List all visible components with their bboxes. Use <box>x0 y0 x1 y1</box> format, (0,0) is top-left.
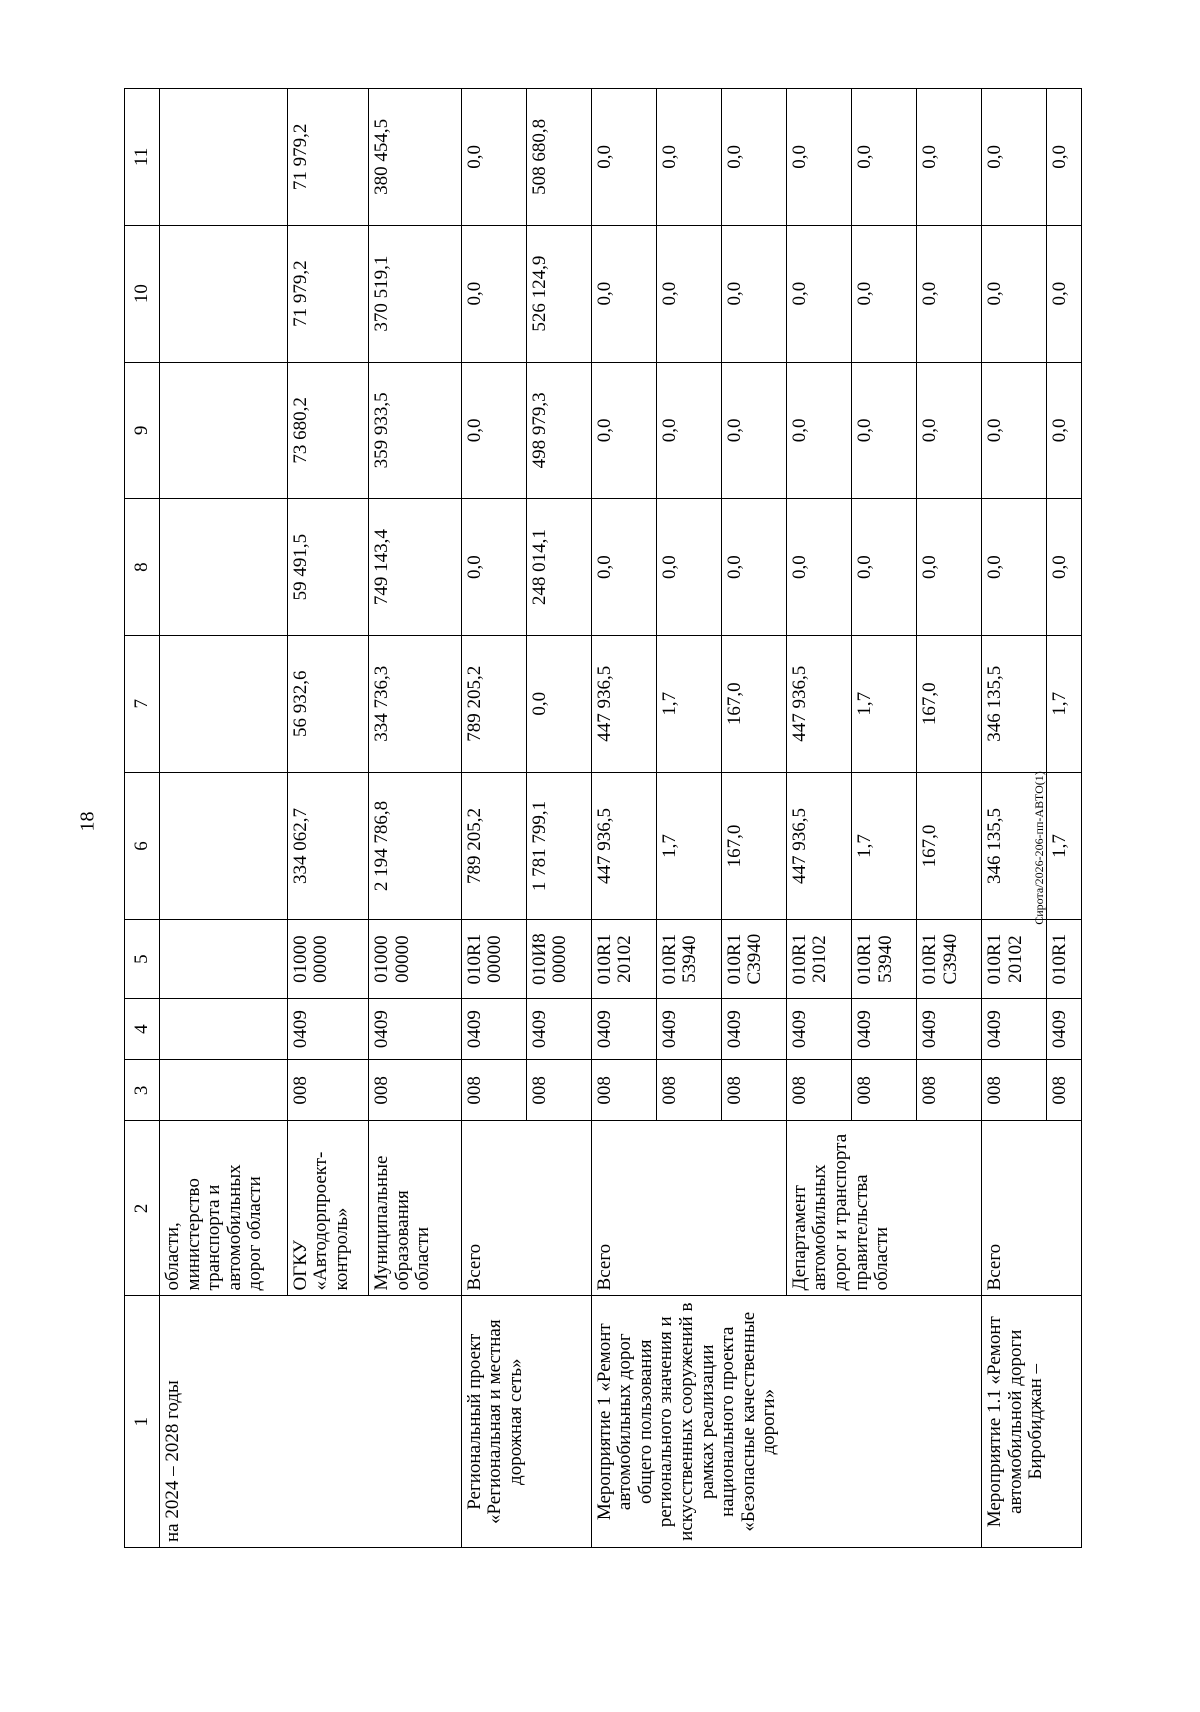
year-value-cell: 346 135,5 <box>982 635 1047 772</box>
budget-table <box>124 88 1082 1548</box>
total-cell: 447 936,5 <box>786 772 851 920</box>
target-article-cell: 010R1 00000 <box>461 920 526 999</box>
section-cell <box>160 999 288 1060</box>
program-name-cell: Мероприятие 1 «Ремонт автомобильных дорог общего пользования регионального значения и искусственных сооружений в рамках реализации национального проекта «Безопасные качественные дороги» <box>591 1296 981 1548</box>
table-row <box>982 89 1047 1548</box>
col-header: 8 <box>125 499 160 636</box>
year-value-cell: 71 979,2 <box>287 89 368 226</box>
executor-cell: Всего <box>982 1121 1082 1296</box>
grbs-cell: 008 <box>721 1060 786 1121</box>
year-value-cell: 0,0 <box>786 499 851 636</box>
target-article-cell: 010R1 53940 <box>851 920 916 999</box>
section-cell: 0409 <box>786 999 851 1060</box>
total-cell: 1,7 <box>656 772 721 920</box>
col-header: 11 <box>125 89 160 226</box>
year-value-cell: 359 933,5 <box>369 362 462 499</box>
year-value-cell: 73 680,2 <box>287 362 368 499</box>
grbs-cell: 008 <box>526 1060 591 1121</box>
year-value-cell: 380 454,5 <box>369 89 462 226</box>
total-cell: 167,0 <box>917 772 982 920</box>
year-value-cell <box>160 635 288 772</box>
year-value-cell <box>160 499 288 636</box>
grbs-cell: 008 <box>917 1060 982 1121</box>
year-value-cell: 370 519,1 <box>369 225 462 362</box>
document-code: Сирота/2026-206-пп-АВТО(1) <box>1032 771 1046 925</box>
target-article-cell: 010R1 С3940 <box>917 920 982 999</box>
year-value-cell: 447 936,5 <box>786 635 851 772</box>
grbs-cell: 008 <box>1047 1060 1082 1121</box>
year-value-cell: 0,0 <box>591 225 656 362</box>
section-cell: 0409 <box>287 999 368 1060</box>
year-value-cell: 0,0 <box>917 225 982 362</box>
program-name-cell: Региональный проект «Региональная и местная дорожная сеть» <box>461 1296 591 1548</box>
total-cell: 2 194 786,8 <box>369 772 462 920</box>
total-cell: 1,7 <box>1047 772 1082 920</box>
section-cell: 0409 <box>526 999 591 1060</box>
total-cell: 167,0 <box>721 772 786 920</box>
year-value-cell: 0,0 <box>917 499 982 636</box>
total-cell: 346 135,5 <box>982 772 1047 920</box>
col-header: 5 <box>125 920 160 999</box>
target-article-cell: 010R1 53940 <box>656 920 721 999</box>
year-value-cell <box>160 362 288 499</box>
section-cell: 0409 <box>1047 999 1082 1060</box>
year-value-cell: 0,0 <box>851 499 916 636</box>
year-value-cell: 0,0 <box>721 499 786 636</box>
executor-cell: Муниципальные образования области <box>369 1121 462 1296</box>
target-article-cell: 010R1 <box>1047 920 1082 999</box>
col-header: 9 <box>125 362 160 499</box>
target-article-cell: 010R1 20102 <box>591 920 656 999</box>
col-header: 10 <box>125 225 160 362</box>
year-value-cell: 0,0 <box>526 635 591 772</box>
executor-cell: Всего <box>461 1121 591 1296</box>
grbs-cell: 008 <box>287 1060 368 1121</box>
year-value-cell: 0,0 <box>461 499 526 636</box>
total-cell: 1,7 <box>851 772 916 920</box>
year-value-cell: 56 932,6 <box>287 635 368 772</box>
year-value-cell: 0,0 <box>1047 89 1082 226</box>
year-value-cell: 0,0 <box>656 225 721 362</box>
year-value-cell: 0,0 <box>851 89 916 226</box>
table-row <box>160 89 288 1548</box>
executor-cell: Всего <box>591 1121 786 1296</box>
grbs-cell: 008 <box>656 1060 721 1121</box>
year-value-cell: 447 936,5 <box>591 635 656 772</box>
grbs-cell: 008 <box>982 1060 1047 1121</box>
col-header: 1 <box>125 1296 160 1548</box>
grbs-cell: 008 <box>369 1060 462 1121</box>
total-cell: 789 205,2 <box>461 772 526 920</box>
year-value-cell: 0,0 <box>721 89 786 226</box>
target-article-cell: 010R1 С3940 <box>721 920 786 999</box>
year-value-cell: 0,0 <box>982 225 1047 362</box>
target-article-cell: 01000 00000 <box>369 920 462 999</box>
year-value-cell: 0,0 <box>461 225 526 362</box>
section-cell: 0409 <box>917 999 982 1060</box>
year-value-cell: 0,0 <box>721 362 786 499</box>
executor-cell: Департамент автомобильных дорог и транспорта правительства области <box>786 1121 981 1296</box>
section-cell: 0409 <box>851 999 916 1060</box>
year-value-cell: 0,0 <box>786 225 851 362</box>
year-value-cell: 0,0 <box>461 362 526 499</box>
executor-cell: области, министерство транспорта и автомобильных дорог области <box>160 1121 288 1296</box>
year-value-cell: 0,0 <box>982 499 1047 636</box>
total-cell <box>160 772 288 920</box>
year-value-cell: 0,0 <box>591 89 656 226</box>
year-value-cell <box>160 225 288 362</box>
year-value-cell: 789 205,2 <box>461 635 526 772</box>
year-value-cell: 0,0 <box>1047 225 1082 362</box>
section-cell: 0409 <box>721 999 786 1060</box>
year-value-cell: 0,0 <box>917 362 982 499</box>
year-value-cell: 1,7 <box>1047 635 1082 772</box>
year-value-cell: 0,0 <box>656 89 721 226</box>
year-value-cell: 0,0 <box>721 225 786 362</box>
year-value-cell: 248 014,1 <box>526 499 591 636</box>
grbs-cell: 008 <box>786 1060 851 1121</box>
year-value-cell: 0,0 <box>461 89 526 226</box>
year-value-cell: 59 491,5 <box>287 499 368 636</box>
col-header: 4 <box>125 999 160 1060</box>
year-value-cell: 1,7 <box>656 635 721 772</box>
grbs-cell: 008 <box>461 1060 526 1121</box>
year-value-cell: 498 979,3 <box>526 362 591 499</box>
col-header: 7 <box>125 635 160 772</box>
year-value-cell: 0,0 <box>1047 362 1082 499</box>
year-value-cell: 0,0 <box>1047 499 1082 636</box>
program-name-cell: на 2024 – 2028 годы <box>160 1296 462 1548</box>
year-value-cell: 167,0 <box>917 635 982 772</box>
target-article-cell: 010R1 20102 <box>982 920 1047 999</box>
section-cell: 0409 <box>369 999 462 1060</box>
target-article-cell: 010R1 20102 <box>786 920 851 999</box>
section-cell: 0409 <box>656 999 721 1060</box>
year-value-cell: 0,0 <box>591 362 656 499</box>
table-row <box>591 89 656 1548</box>
total-cell: 447 936,5 <box>591 772 656 920</box>
year-value-cell: 0,0 <box>982 89 1047 226</box>
year-value-cell: 334 736,3 <box>369 635 462 772</box>
grbs-cell: 008 <box>591 1060 656 1121</box>
year-value-cell: 0,0 <box>656 499 721 636</box>
year-value-cell: 0,0 <box>851 362 916 499</box>
year-value-cell: 0,0 <box>982 362 1047 499</box>
table-row <box>461 89 526 1548</box>
total-cell: 1 781 799,1 <box>526 772 591 920</box>
year-value-cell: 526 124,9 <box>526 225 591 362</box>
grbs-cell <box>160 1060 288 1121</box>
program-name-cell: Мероприятие 1.1 «Ремонт автомобильной дороги Биробиджан – <box>982 1296 1082 1548</box>
year-value-cell: 1,7 <box>851 635 916 772</box>
section-cell: 0409 <box>591 999 656 1060</box>
rotated-table-container <box>124 88 1082 1548</box>
year-value-cell: 0,0 <box>656 362 721 499</box>
target-article-cell <box>160 920 288 999</box>
year-value-cell: 71 979,2 <box>287 225 368 362</box>
year-value-cell: 167,0 <box>721 635 786 772</box>
year-value-cell: 0,0 <box>917 89 982 226</box>
section-cell: 0409 <box>982 999 1047 1060</box>
year-value-cell: 0,0 <box>851 225 916 362</box>
target-article-cell: 010И8 00000 <box>526 920 591 999</box>
total-cell: 334 062,7 <box>287 772 368 920</box>
executor-cell: ОГКУ «Автодорпроект-контроль» <box>287 1121 368 1296</box>
year-value-cell <box>160 89 288 226</box>
page-number: 18 <box>76 811 99 832</box>
grbs-cell: 008 <box>851 1060 916 1121</box>
section-cell: 0409 <box>461 999 526 1060</box>
col-header: 2 <box>125 1121 160 1296</box>
year-value-cell: 0,0 <box>786 362 851 499</box>
col-header: 3 <box>125 1060 160 1121</box>
year-value-cell: 508 680,8 <box>526 89 591 226</box>
table-header-row <box>125 89 160 1548</box>
col-header: 6 <box>125 772 160 920</box>
year-value-cell: 749 143,4 <box>369 499 462 636</box>
year-value-cell: 0,0 <box>591 499 656 636</box>
target-article-cell: 01000 00000 <box>287 920 368 999</box>
year-value-cell: 0,0 <box>786 89 851 226</box>
